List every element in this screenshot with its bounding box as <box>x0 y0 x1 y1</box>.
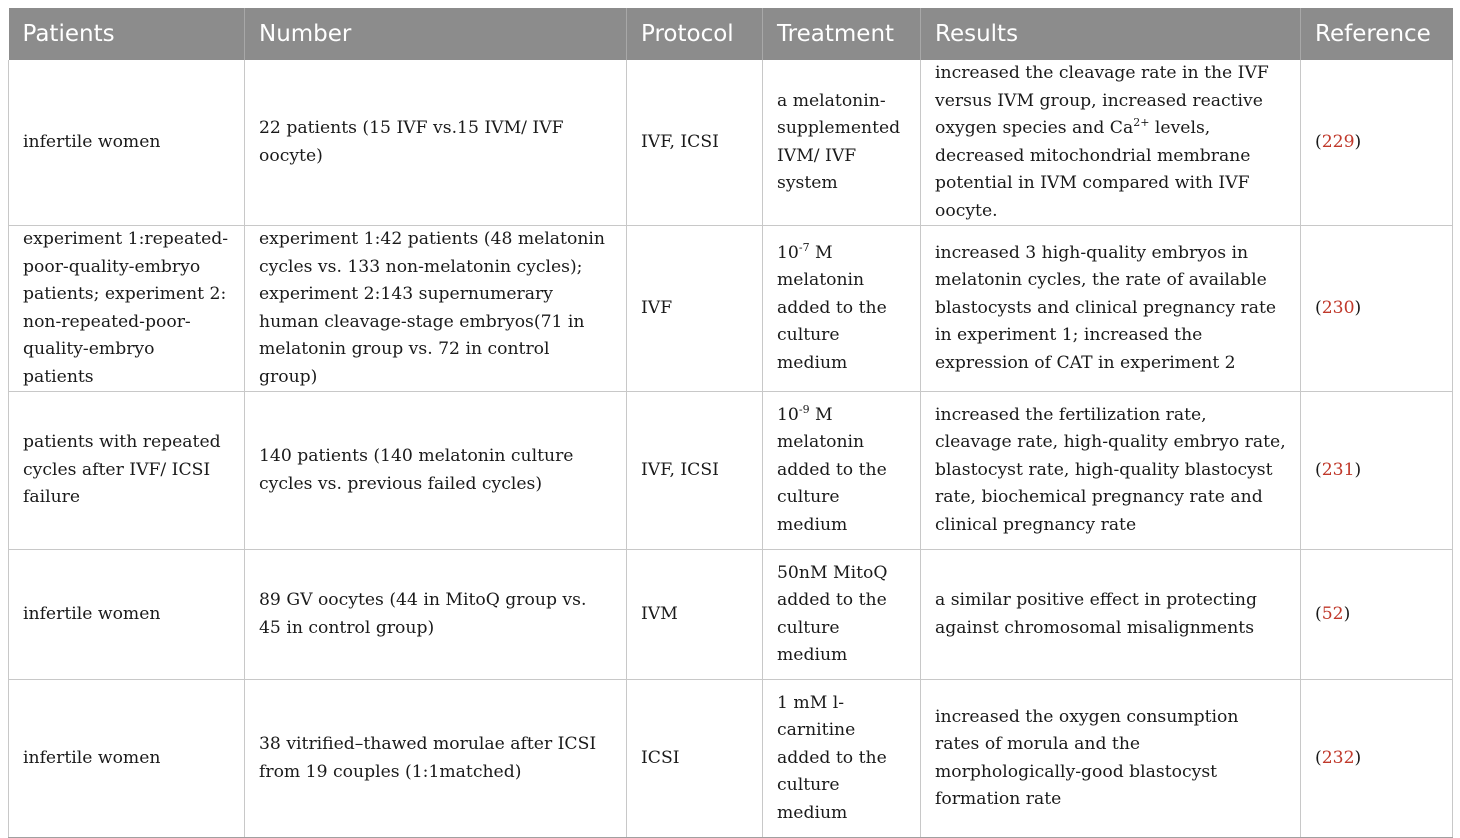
cell-protocol: IVM <box>627 550 763 680</box>
cell-reference: (231) <box>1301 392 1453 550</box>
table-row <box>9 680 1453 838</box>
table-row <box>9 60 1453 226</box>
column-header-reference[interactable]: Reference <box>1315 21 1431 47</box>
cell-reference: (232) <box>1301 680 1453 838</box>
column-header-treatment[interactable]: Treatment <box>763 8 921 60</box>
cell-number: 38 vitrified–thawed morulae after ICSI from 19 couples (1:1matched) <box>245 680 627 838</box>
cell-results: a similar positive effect in protecting against chromosomal misalignments <box>921 550 1301 680</box>
table-row <box>9 550 1453 680</box>
column-header-number[interactable]: Number <box>245 8 627 60</box>
cell-results: increased 3 high-quality embryos in melatonin cycles, the rate of available blastocysts and clinical pregnancy rate in experiment 1; increased the expression of CAT in experiment 2 <box>921 226 1301 392</box>
treatment-text: M melatonin added to the culture medium <box>777 242 887 373</box>
cell-results: increased the oxygen consumption rates of morula and the morphologically-good blastocyst formation rate <box>921 680 1301 838</box>
table-row <box>9 392 1453 550</box>
cell-reference: (52) <box>1301 550 1453 680</box>
cell-number: 89 GV oocytes (44 in MitoQ group vs. 45 in control group) <box>245 550 627 680</box>
cell-results: increased the fertilization rate, cleavage rate, high-quality embryo rate, blastocyst rate, high-quality blastocyst rate, biochemical pregnancy rate and clinical pregnancy rate <box>921 392 1301 550</box>
cell-patients: patients with repeated cycles after IVF/ ICSI failure <box>9 392 245 550</box>
reference-link[interactable]: 230 <box>1321 297 1355 318</box>
cell-reference: (229) <box>1301 60 1453 226</box>
table-container <box>8 8 1452 838</box>
cell-protocol: IVF, ICSI <box>627 60 763 226</box>
reference-link[interactable]: 232 <box>1321 747 1355 768</box>
cell-patients: infertile women <box>9 550 245 680</box>
cell-treatment: 50nM MitoQ added to the culture medium <box>763 550 921 680</box>
cell-number: experiment 1:42 patients (48 melatonin cycles vs. 133 non-melatonin cycles); experiment 2:143 supernumerary human cleavage-stage embryos(71 in melatonin group vs. 72 in control group) <box>245 226 627 392</box>
cell-treatment: 1 mM l-carnitine added to the culture medium <box>763 680 921 838</box>
treatment-text: 10 <box>777 242 799 263</box>
column-header-results[interactable]: Results <box>921 8 1301 60</box>
column-header-patients[interactable]: Patients <box>9 8 245 60</box>
treatment-text: 10 <box>777 404 799 425</box>
table-row <box>9 226 1453 392</box>
superscript: -9 <box>798 402 810 416</box>
superscript: -7 <box>798 240 810 254</box>
treatment-text: M melatonin added to the culture medium <box>777 404 887 535</box>
column-header-protocol[interactable]: Protocol <box>627 8 763 60</box>
cell-treatment: a melatonin-supplemented IVM/ IVF system <box>763 60 921 226</box>
reference-link[interactable]: 229 <box>1321 131 1355 152</box>
cell-treatment <box>763 226 921 392</box>
cell-number: 140 patients (140 melatonin culture cycles vs. previous failed cycles) <box>245 392 627 550</box>
cell-patients: infertile women <box>9 60 245 226</box>
reference-link[interactable]: 52 <box>1321 603 1344 624</box>
superscript: 2+ <box>1133 116 1150 129</box>
cell-treatment <box>763 392 921 550</box>
table-header-row <box>9 8 1453 60</box>
results-text: increased the cleavage rate in the IVF versus IVM group, increased reactive oxygen species and Ca <box>935 63 1269 138</box>
cell-number: 22 patients (15 IVF vs.15 IVM/ IVF oocyte) <box>245 60 627 226</box>
cell-patients: experiment 1:repeated-poor-quality-embryo patients; experiment 2: non-repeated-poor-quality-embryo patients <box>9 226 245 392</box>
reference-link[interactable]: 231 <box>1321 459 1355 480</box>
cell-reference: (230) <box>1301 226 1453 392</box>
results-text: levels, decreased mitochondrial membrane potential in IVM compared with IVF oocyte. <box>935 118 1251 221</box>
cell-protocol: IVF <box>627 226 763 392</box>
cell-results <box>921 60 1301 226</box>
cell-protocol: ICSI <box>627 680 763 838</box>
cell-protocol: IVF, ICSI <box>627 392 763 550</box>
data-table <box>8 8 1453 838</box>
cell-patients: infertile women <box>9 680 245 838</box>
